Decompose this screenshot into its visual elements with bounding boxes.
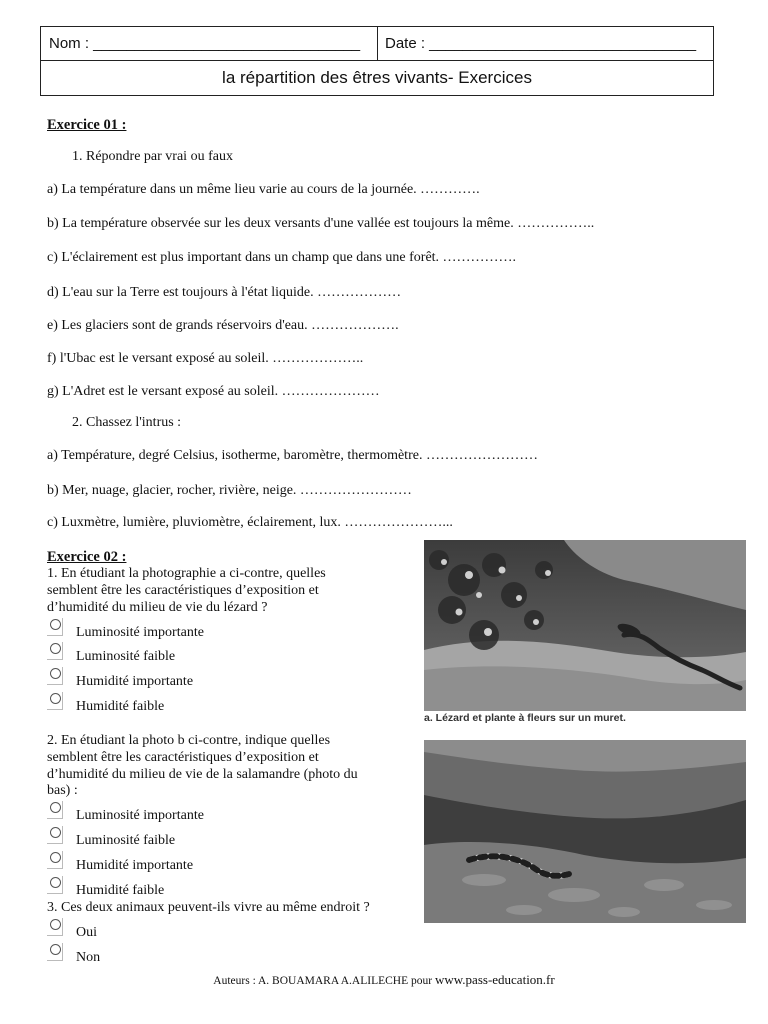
radio-q2-option-2-label: Luminosité faible xyxy=(76,833,176,848)
intrus-item-c: c) Luxmètre, lumière, pluviomètre, éclairement, lux. …………………... xyxy=(47,515,453,530)
radio-q2-option-4[interactable] xyxy=(47,876,63,894)
exercise-2-question-1-line-2: semblent être les caractéristiques d’exposition et xyxy=(47,583,319,598)
exercise-1-question-1: 1. Répondre par vrai ou faux xyxy=(72,149,233,164)
footer-authors: Auteurs : A. BOUAMARA A.ALILECHE pour xyxy=(213,975,435,987)
radio-q2-option-4-label: Humidité faible xyxy=(76,883,165,898)
header-divider xyxy=(377,27,378,61)
exercise-2-question-2-line-3: d’humidité du milieu de vie de la salamandre (photo du xyxy=(47,767,358,782)
radio-q1-option-4-label: Humidité faible xyxy=(76,699,165,714)
radio-q2-option-1[interactable] xyxy=(47,801,63,819)
radio-q3-option-non-label: Non xyxy=(76,950,101,965)
exercise-1-title: Exercice 01 : xyxy=(47,117,127,133)
footer-credits xyxy=(0,972,768,988)
radio-q1-option-1[interactable] xyxy=(47,618,63,636)
document-title: la répartition des êtres vivants- Exercices xyxy=(222,68,532,87)
true-false-item-b: b) La température observée sur les deux versants d'une vallée est toujours la même. …………….. xyxy=(47,216,595,231)
true-false-item-g: g) L'Adret est le versant exposé au soleil. ………………… xyxy=(47,384,380,399)
lizard-photo xyxy=(424,540,746,711)
radio-q3-option-non[interactable] xyxy=(47,943,63,961)
radio-q1-option-3[interactable] xyxy=(47,667,63,685)
radio-q1-option-2-label: Luminosité faible xyxy=(76,649,176,664)
radio-q2-option-3-label: Humidité importante xyxy=(76,858,194,873)
exercise-2-question-3: 3. Ces deux animaux peuvent-ils vivre au même endroit ? xyxy=(47,900,370,915)
radio-q2-option-2[interactable] xyxy=(47,826,63,844)
true-false-item-f: f) l'Ubac est le versant exposé au soleil. ……………….. xyxy=(47,351,364,366)
radio-q1-option-3-label: Humidité importante xyxy=(76,674,194,689)
footer-website-link[interactable]: www.pass-education.fr xyxy=(434,972,555,987)
salamander-photo xyxy=(424,740,746,923)
exercise-2-question-2-line-1: 2. En étudiant la photo b ci-contre, indique quelles xyxy=(47,733,331,748)
header-name-date-row xyxy=(41,27,713,61)
true-false-item-c: c) L'éclairement est plus important dans un champ que dans une forêt. ……………. xyxy=(47,250,517,265)
intrus-item-b: b) Mer, nuage, glacier, rocher, rivière, neige. …………………… xyxy=(47,483,412,498)
radio-q2-option-1-label: Luminosité importante xyxy=(76,808,204,823)
header-box xyxy=(40,26,714,96)
exercise-2-question-2-line-2: semblent être les caractéristiques d’exposition et xyxy=(47,750,319,765)
true-false-item-d: d) L'eau sur la Terre est toujours à l'état liquide. ……………… xyxy=(47,285,402,300)
radio-q2-option-3[interactable] xyxy=(47,851,63,869)
intrus-item-a: a) Température, degré Celsius, isotherme, baromètre, thermomètre. …………………… xyxy=(47,448,538,463)
lizard-photo-caption: a. Lézard et plante à fleurs sur un muret. xyxy=(424,712,626,724)
exercise-2-question-2-line-4: bas) : xyxy=(47,783,78,798)
date-field[interactable]: Date : ________________________________ xyxy=(385,35,697,52)
exercise-2-title: Exercice 02 : xyxy=(47,549,127,565)
exercise-2-question-1-line-3: d’humidité du milieu de vie du lézard ? xyxy=(47,600,268,615)
true-false-item-e: e) Les glaciers sont de grands réservoirs d'eau. ………………. xyxy=(47,318,399,333)
radio-q1-option-4[interactable] xyxy=(47,692,63,710)
true-false-item-a: a) La température dans un même lieu varie au cours de la journée. …………. xyxy=(47,182,480,197)
radio-q1-option-1-label: Luminosité importante xyxy=(76,625,204,640)
radio-q3-option-oui[interactable] xyxy=(47,918,63,936)
radio-q3-option-oui-label: Oui xyxy=(76,925,97,940)
exercise-1-question-2: 2. Chassez l'intrus : xyxy=(72,415,182,430)
name-field[interactable]: Nom : ________________________________ xyxy=(49,35,361,52)
radio-q1-option-2[interactable] xyxy=(47,642,63,660)
exercise-2-question-1-line-1: 1. En étudiant la photographie a ci-contre, quelles xyxy=(47,566,326,581)
